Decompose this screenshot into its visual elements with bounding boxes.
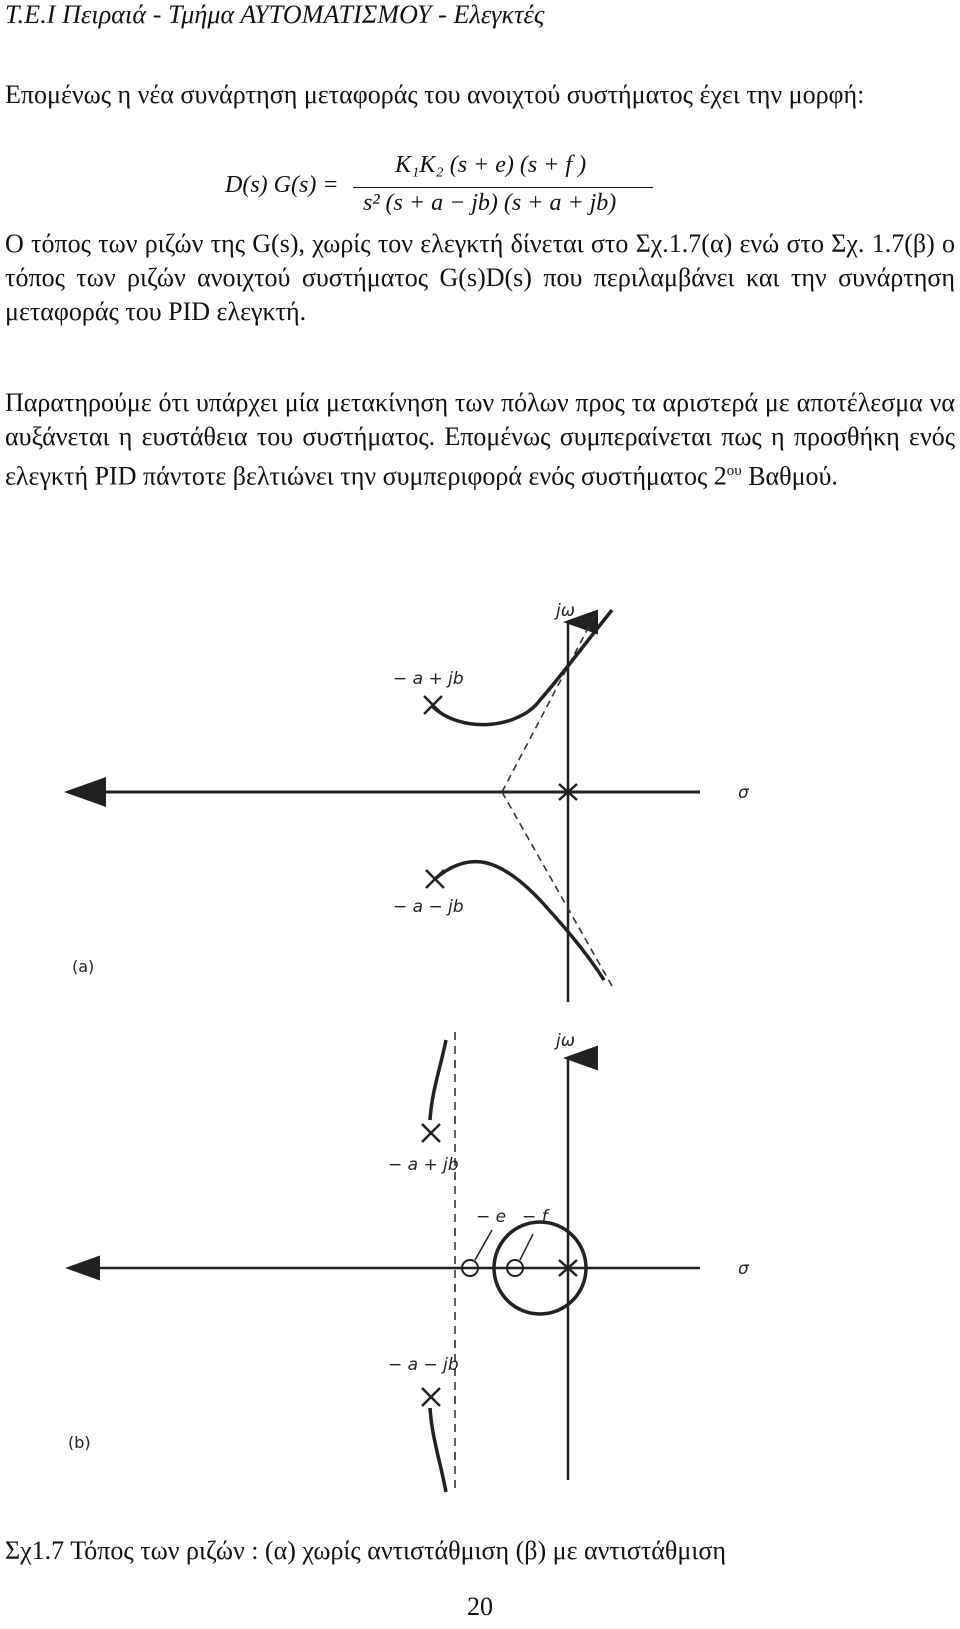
paragraph-intro: Επομένως η νέα συνάρτηση μεταφοράς του ανοιχτού συστήματος έχει την μορφή: (5, 80, 865, 109)
real-axis-label-b: σ (738, 1259, 749, 1279)
page-number: 20 (467, 1592, 493, 1621)
fraction-bar (353, 187, 653, 188)
pole-upper-label-b: − a + jb (388, 1155, 459, 1175)
pole-upper-label-a: − a + jb (393, 669, 464, 689)
panel-b (68, 1031, 750, 1492)
real-axis-label-a: σ (738, 783, 749, 803)
zero-f-leader (520, 1234, 533, 1260)
root-locus-figure (0, 600, 960, 1500)
asymptote-upper-a (502, 615, 595, 792)
paragraph-conclusion-text: Παρατηρούμε ότι υπάρχει μία μετακίνηση των πόλων προς τα αριστερά με αποτέλεσμα να αυξάνεται η ευστάθεια του συστήματος. Επομένως συμπεραίνεται πως η προσθήκη ενός ελεγκτή PID πάντοτε βελτιώνει την συμπεριφορά ενός συστήματος 2 (5, 388, 955, 491)
locus-branch-upper-b (430, 1040, 446, 1120)
paragraph-conclusion (5, 386, 955, 494)
locus-branch-lower-b (430, 1408, 446, 1492)
locus-branch-upper-a (432, 610, 612, 725)
panel-b-label: (b) (68, 1433, 91, 1452)
paragraph-root-locus: Ο τόπος των ριζών της G(s), χωρίς τον ελεγκτή δίνεται στο Σχ.1.7(α) ενώ στο Σχ. 1.7(β) ο τόπος των ριζών ανοιχτού συστήματος G(s)D(s) που περιλαμβάνει και την συνάρτηση μεταφοράς του PID ελεγκτή. (5, 229, 955, 326)
page-header: Τ.Ε.Ι Πειραιά - Τμήμα ΑΥΤΟΜΑΤΙΣΜΟΥ - Ελεγκτές (5, 0, 545, 29)
pole-lower-label-b: − a − jb (388, 1355, 459, 1375)
paragraph-conclusion-end: Βαθμού. (741, 461, 838, 491)
pole-lower-label-a: − a − jb (393, 897, 464, 917)
locus-branch-lower-a (436, 862, 604, 980)
imag-axis-label-b: jω (556, 1031, 575, 1051)
panel-a (70, 601, 750, 1002)
equation-denominator: s² (s + a − jb) (s + a + jb) (363, 190, 617, 216)
equation-lhs: D(s) G(s) = (225, 172, 339, 198)
zero-e-leader (475, 1230, 492, 1260)
zero-e-label: − e (476, 1207, 507, 1227)
imag-axis-label-a: jω (556, 601, 575, 621)
transfer-function-equation (225, 152, 665, 226)
panel-a-label: (a) (72, 957, 95, 976)
asymptote-lower-a (502, 792, 612, 986)
equation-numerator: K₁K₂ (s + e) (s + f ) (395, 152, 587, 178)
zero-f-label: − f (522, 1207, 548, 1227)
figure-caption: Σχ1.7 Τόπος των ριζών : (α) χωρίς αντιστάθμιση (β) με αντιστάθμιση (5, 1536, 726, 1565)
ordinal-superscript: ου (726, 463, 742, 479)
